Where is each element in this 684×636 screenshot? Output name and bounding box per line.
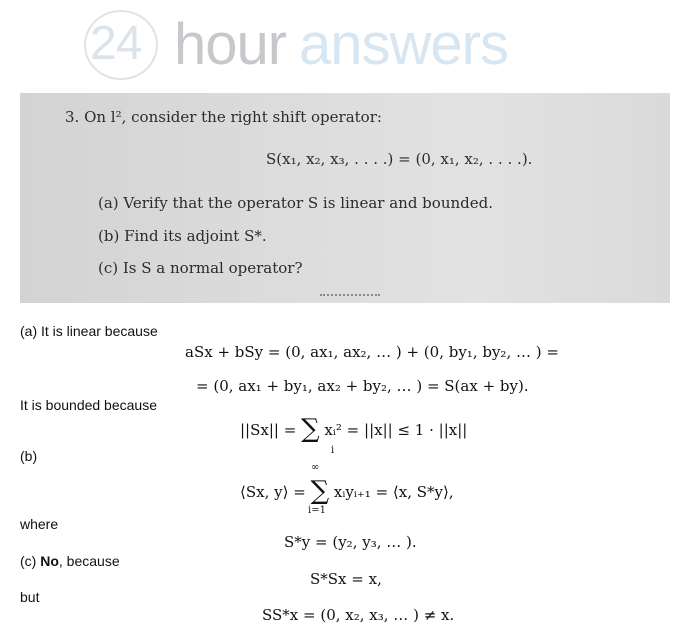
- problem-heading: 3. On l², consider the right shift operator:: [65, 108, 382, 126]
- equation-bounded-left: ||Sx|| =: [240, 421, 297, 439]
- equation-adjoint: [240, 476, 454, 506]
- sum-upper-limit: ∞: [311, 462, 320, 473]
- logo-word-hour: hour: [174, 12, 287, 77]
- label-part-c-prefix: (c): [20, 553, 41, 569]
- label-part-b: (b): [20, 448, 38, 464]
- problem-part-a: (a) Verify that the operator S is linear and bounded.: [98, 194, 493, 212]
- problem-part-c: (c) Is S a normal operator?: [98, 259, 303, 277]
- label-but: but: [20, 589, 40, 605]
- sum-lower-limit: i=1: [308, 505, 326, 516]
- label-part-c-no: No: [40, 553, 59, 569]
- equation-normal-2: SS*x = (0, x₂, x₃, … ) ≠ x.: [262, 606, 455, 624]
- equation-adjoint-left: ⟨Sx, y⟩ =: [240, 483, 306, 501]
- problem-part-b: (b) Find its adjoint S*.: [98, 227, 267, 245]
- summation-icon: ∑: [301, 414, 320, 444]
- equation-adjoint-def: S*y = (y₂, y₃, … ).: [284, 533, 417, 551]
- label-where: where: [20, 516, 59, 532]
- equation-adjoint-right: xᵢyᵢ₊₁ = ⟨x, S*y⟩,: [333, 483, 454, 501]
- label-part-c: [20, 553, 120, 569]
- logo-number: 24: [90, 17, 142, 70]
- problem-photo: [20, 93, 670, 303]
- logo-word-answers: answers: [299, 12, 508, 77]
- label-bounded: It is bounded because: [20, 397, 157, 413]
- label-part-c-suffix: , because: [58, 553, 120, 569]
- problem-display-equation: S(x₁, x₂, x₃, . . . .) = (0, x₁, x₂, . . . .).: [266, 150, 533, 168]
- equation-bounded-right: xᵢ² = ||x|| ≤ 1 · ||x||: [324, 421, 468, 439]
- label-part-a: (a) It is linear because: [20, 323, 158, 339]
- sum-lower-limit-bounded: i: [331, 445, 335, 456]
- cut-off-text: [320, 294, 380, 302]
- summation-icon: ∑: [310, 476, 330, 506]
- equation-normal-1: S*Sx = x,: [310, 570, 382, 588]
- equation-linear-2: = (0, ax₁ + by₁, ax₂ + by₂, … ) = S(ax + by).: [196, 377, 529, 395]
- equation-linear-1: aSx + bSy = (0, ax₁, ax₂, … ) + (0, by₁, by₂, … ) =: [185, 343, 559, 361]
- equation-bounded: [240, 414, 468, 444]
